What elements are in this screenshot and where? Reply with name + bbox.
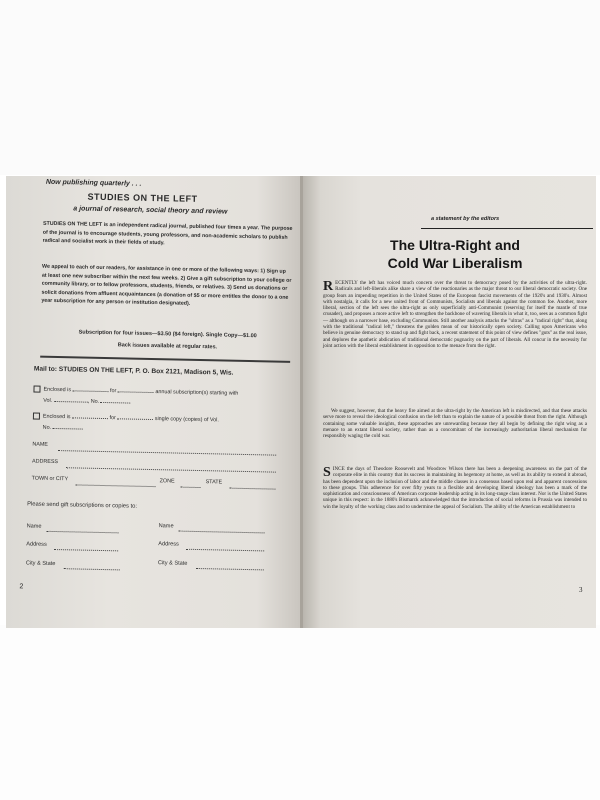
gift-name-field-2[interactable]: [179, 531, 265, 534]
table-surface-top: [0, 0, 600, 175]
name-field-label: NAME: [32, 441, 48, 448]
gift-address-label-1: Address: [26, 541, 47, 548]
article-title-line-1: The Ultra-Right and: [390, 237, 520, 253]
gift-name-label-1: Name: [26, 523, 42, 530]
appeal-paragraph: We appeal to each of our readers, for assistance in one or more of the following ways: 1) Sign up at least one new subscriber within the next few weeks. 2) Give a gift subscription to your college or community library, or to fellow professors, students, friends, or relatives. 3) Send us donations or solicit donations from affluent acquaintances (a donation of $5 or more entitles the donor to a one year subscription for any person or institution designated).: [41, 263, 292, 308]
gift-city-field-2[interactable]: [196, 568, 264, 570]
gift-heading: Please send gift subscriptions or copies to:: [27, 501, 138, 510]
statement-rule: [421, 228, 593, 229]
enclosed-label-2: Enclosed is: [42, 413, 71, 421]
gift-name-field-1[interactable]: [47, 531, 119, 534]
now-publishing-text: Now publishing quarterly . . .: [45, 178, 142, 188]
for-label-2: for: [109, 415, 116, 422]
article-paragraph-1: [323, 280, 587, 349]
right-page-number: 3: [579, 586, 583, 594]
no-label-2: No.: [42, 424, 52, 431]
drop-cap-s: S: [323, 465, 331, 480]
zone-field[interactable]: [180, 487, 200, 488]
left-page-number: 2: [19, 583, 24, 591]
section-divider: [40, 356, 290, 363]
single-copy-checkbox[interactable]: [33, 413, 40, 420]
gift-name-label-2: Name: [158, 523, 174, 530]
mail-to-address: Mail to: STUDIES ON THE LEFT, P. O. Box 2121, Madison 5, Wis.: [33, 365, 234, 377]
article-title: [355, 236, 555, 272]
address-field[interactable]: [66, 467, 276, 472]
paragraph-1-text: ECENTLY the left has voiced much concern over the threat to democracy posed by the activities of the ultra-right. Radicals and left-liberals alike share a view of the reactionaries as the major threat to our liberal democratic society. One group fears an impending repetition in the United States of the European fascist movements of the 1920's and 1930's. Almost with nostalgia, it calls for a new united front of Communists, Socialists and liberals against the common foe. Another, more liberal, section of the left sees the ultra-right as only superficially anti-Communist (reserving for itself the mantle of true crusader), and proposes a more active left to strengthen the backbone of wavering liberals in what it, too, sees as a common fight — although on a narrower base, excluding Communists. Still another analysis attacks the "ultras" as a "radical right" that, along with the traditional "radical left," threatens the golden mean of our historically open society. Calling upon Americans who believe in genuine democracy to stand up and fight back, a recent statement of this point of view defines "guts" as the real issue, and deplores the apathetic abdication of traditional democratic pugnacity on the part of liberals. All concur in the necessity for joint action with the liberal establishment in opposition to the menace from the right.: [323, 280, 587, 349]
enclosed-label: Enclosed is: [43, 386, 72, 394]
gift-city-label-2: City & State: [157, 560, 188, 567]
single-copy-text: single copy (copies) of Vol.: [154, 416, 219, 424]
for-label: for: [110, 388, 117, 395]
address-field-label: ADDRESS: [31, 458, 59, 466]
gift-city-label-1: City & State: [25, 560, 56, 568]
journal-intro-paragraph: STUDIES ON THE LEFT is an independent radical journal, published four times a year. The purpose of the journal is to encourage students, young professors, and non-academic scholars to publish radical and socialist work in their fields of study.: [42, 220, 293, 247]
no-label: No.: [90, 398, 100, 405]
name-field[interactable]: [58, 450, 276, 456]
single-no-line: [43, 425, 83, 432]
statement-label: a statement by the editors: [431, 216, 500, 222]
right-page: [303, 176, 596, 628]
left-page-content: [6, 176, 301, 628]
gift-city-field-1[interactable]: [64, 568, 120, 570]
open-magazine: [6, 176, 596, 628]
town-field-label: TOWN or CITY: [31, 475, 69, 483]
gift-address-field-1[interactable]: [54, 549, 118, 551]
subscription-price: Subscription for four issues—$3.50 ($4 foreign). Single Copy—$1.00: [78, 329, 257, 340]
state-field[interactable]: [229, 488, 275, 490]
vol-no-line: Vol. , No.: [43, 398, 130, 406]
annual-subscription-text: annual subscription(s) starting with: [155, 389, 239, 397]
annual-checkbox[interactable]: [33, 386, 40, 393]
paragraph-3-text: INCE the days of Theodore Roosevelt and Woodrow Wilson there has been a deepening awareness on the part of the corporate elite in this country that its success in maintaining its hegemony at home, as well as its ability to extend it abroad, has been dependent upon the inclusion of labor and the middle classes in a consensus based upon real and apparent concessions to these groups. This adherence for over fifty years to a flexible and developing liberal ideology has been a mark of the sophistication and consciousness of American corporate leadership acting in its long-range class interest. Nor is the United States unique in this respect: in the 1880's Bismarck acknowledged that the introduction of social reforms in Prussia was intended to win the loyalty of the working class and to undermine the appeal of Socialism. The ability of the American establishment to: [323, 466, 587, 510]
article-title-line-2: Cold War Liberalism: [387, 255, 523, 271]
left-page: [6, 176, 301, 628]
vol-label: Vol.: [43, 397, 53, 404]
journal-subtitle: a journal of research, social theory and review: [73, 205, 228, 216]
state-field-label: STATE: [205, 479, 223, 486]
article-paragraph-3: [323, 466, 587, 510]
gift-address-field-2[interactable]: [186, 549, 264, 552]
journal-title: STUDIES ON THE LEFT: [87, 191, 198, 204]
drop-cap-r: R: [323, 279, 334, 294]
article-paragraph-2: We suggest, however, that the heavy fire aimed at the ultra-right by the American left is misdirected, and that these attacks serve more to reveal the ideological confusion on the left than to explain the nature of a possible threat from the right. Although containing some valuable insights, these approaches are unrewarding because they all begin by defining the right wing as a menace to an extant liberal society, rather than as a concomitant of the increasingly authoritarian liberal mechanism for responsibly waging the cold war.: [323, 408, 587, 440]
annual-subscription-line: [33, 386, 238, 397]
zone-field-label: ZONE: [159, 478, 175, 485]
gift-address-label-2: Address: [158, 541, 179, 548]
table-surface-bottom: [0, 625, 600, 800]
back-issues-note: Back issues available at regular rates.: [117, 342, 218, 351]
town-field[interactable]: [76, 484, 156, 487]
single-copy-line: [33, 413, 219, 424]
